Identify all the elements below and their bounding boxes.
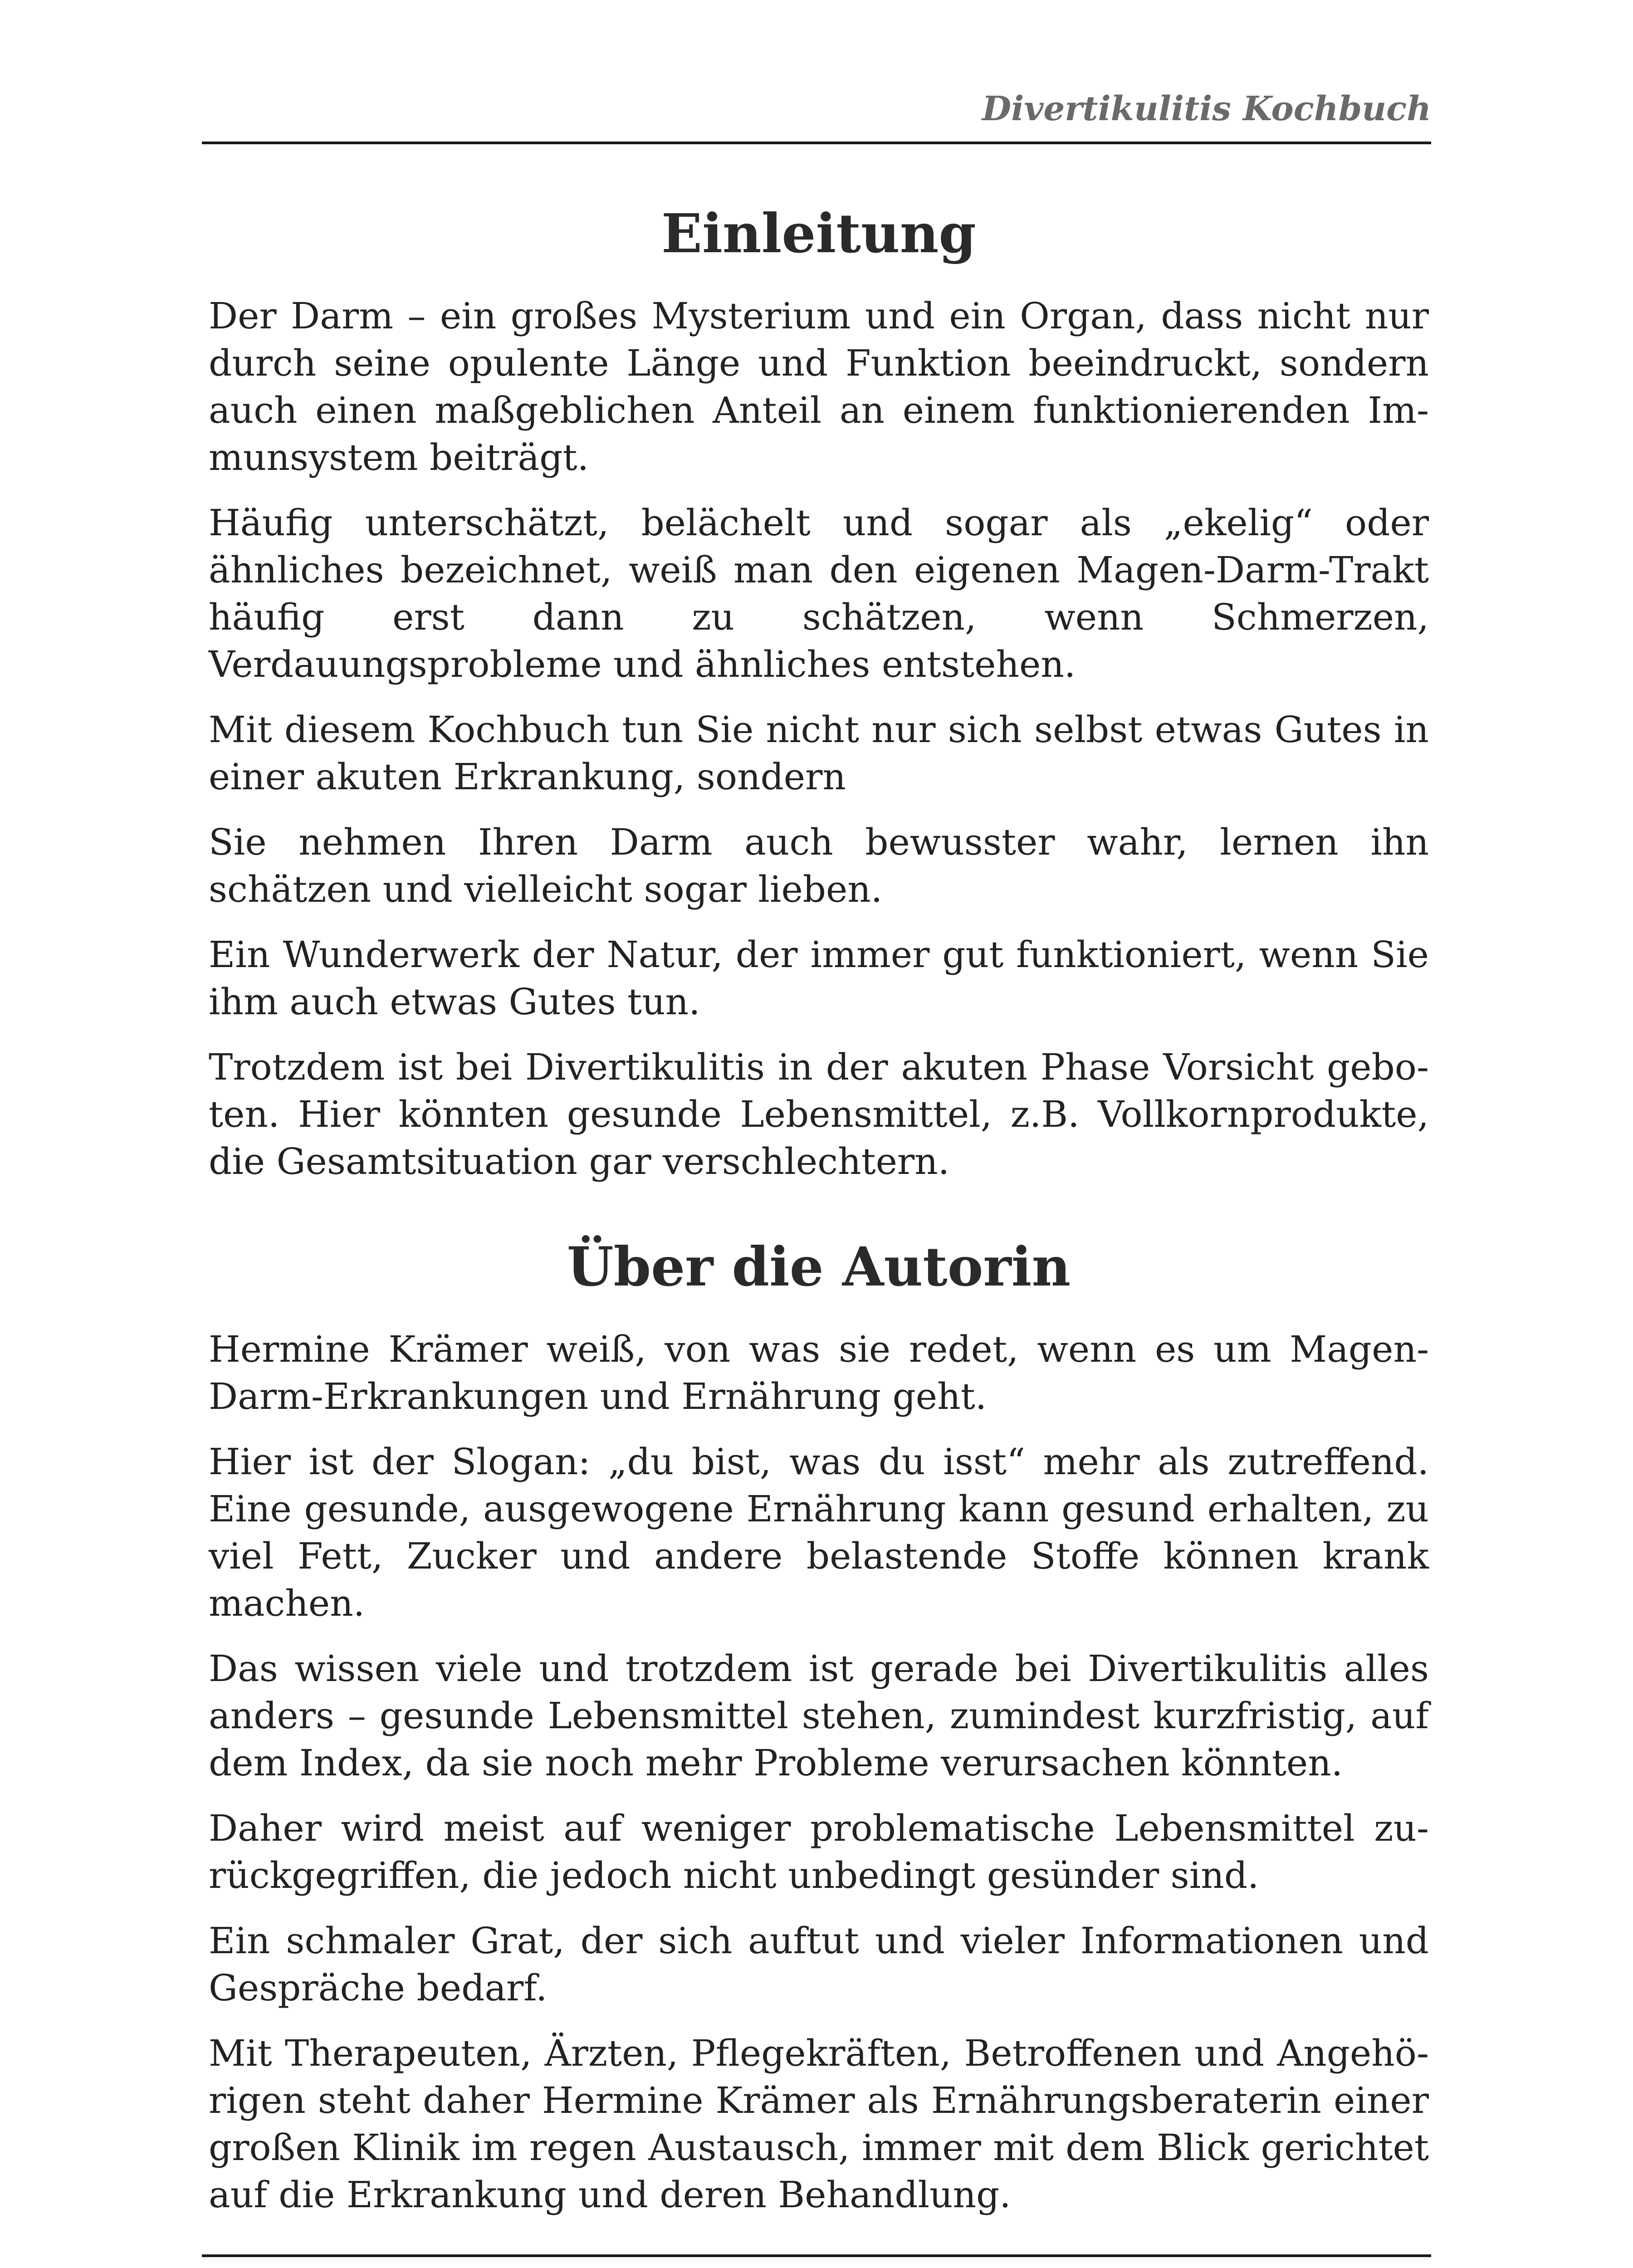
paragraph: Sie nehmen Ihren Darm auch bewusster wahr, lernen ihn schätzen und vielleicht sogar lieben. bbox=[209, 821, 1429, 910]
paragraph: Trotzdem ist bei Divertikulitis in der akuten Phase Vorsicht geboten. Hier könnten gesunde Lebensmittel, z.B. Vollkornprodukte, die Gesamtsituation gar verschlechtern. bbox=[209, 1046, 1429, 1183]
paragraph: Mit Therapeuten, Ärzten, Pflegekräften, Betroffenen und Angehörigen steht daher Hermine Krämer als Ernährungsberaterin einer großen Klinik im regen Austausch, immer mit dem Blick gerichtet auf die Erkrankung und deren Behandlung. bbox=[209, 2032, 1429, 2216]
paragraph: Ein Wunderwerk der Natur, der immer gut funktioniert, wenn Sie ihm auch etwas Gutes tun. bbox=[209, 934, 1429, 1023]
page-body bbox=[209, 195, 1429, 2237]
running-header: Divertikulitis Kochbuch bbox=[982, 89, 1431, 128]
header-rule bbox=[202, 142, 1431, 144]
section-heading-autorin: Über die Autorin bbox=[567, 1235, 1071, 1298]
paragraph: Hermine Krämer weiß, von was sie redet, wenn es um Magen-Darm-Erkrankungen und Ernährung geht. bbox=[209, 1328, 1429, 1418]
footer-rule bbox=[202, 2254, 1431, 2257]
paragraph: Daher wird meist auf weniger problematische Lebensmittel zurückgegriffen, die jedoch nicht unbedingt gesünder sind. bbox=[209, 1807, 1429, 1897]
paragraph: Mit diesem Kochbuch tun Sie nicht nur sich selbst etwas Gutes in einer akuten Erkrankung, sondern bbox=[209, 709, 1429, 798]
section-heading-einleitung: Einleitung bbox=[661, 202, 976, 265]
paragraph: Ein schmaler Grat, der sich auftut und vieler Informationen und Gespräche bedarf. bbox=[209, 1920, 1429, 2009]
paragraph: Hier ist der Slogan: „du bist, was du isst“ mehr als zutreffend. Eine gesunde, ausgewogene Ernährung kann gesund erhalten, zu viel Fett, Zucker und andere belastende Stoffe können krank machen. bbox=[209, 1441, 1429, 1624]
paragraph: Das wissen viele und trotzdem ist gerade bei Divertikulitis alles anders – gesunde Lebensmittel stehen, zumindest kurzfristig, auf dem Index, da sie noch mehr Probleme verursachen könnten. bbox=[209, 1647, 1429, 1784]
paragraph: Häufig unterschätzt, belächelt und sogar als „ekelig“ oder ähnliches bezeichnet, weiß man den eigenen Magen-Darm-Trakt häufig erst dann zu schätzen, wenn Schmerzen, Verdauungsprobleme und ähnliches entstehen. bbox=[209, 502, 1429, 685]
paragraph: Der Darm – ein großes Mysterium und ein Organ, dass nicht nur durch seine opulente Länge und Funktion beeindruckt, sondern auch einen maßgeblichen Anteil an einem funktionierenden Immunsystem beiträgt. bbox=[209, 295, 1429, 479]
